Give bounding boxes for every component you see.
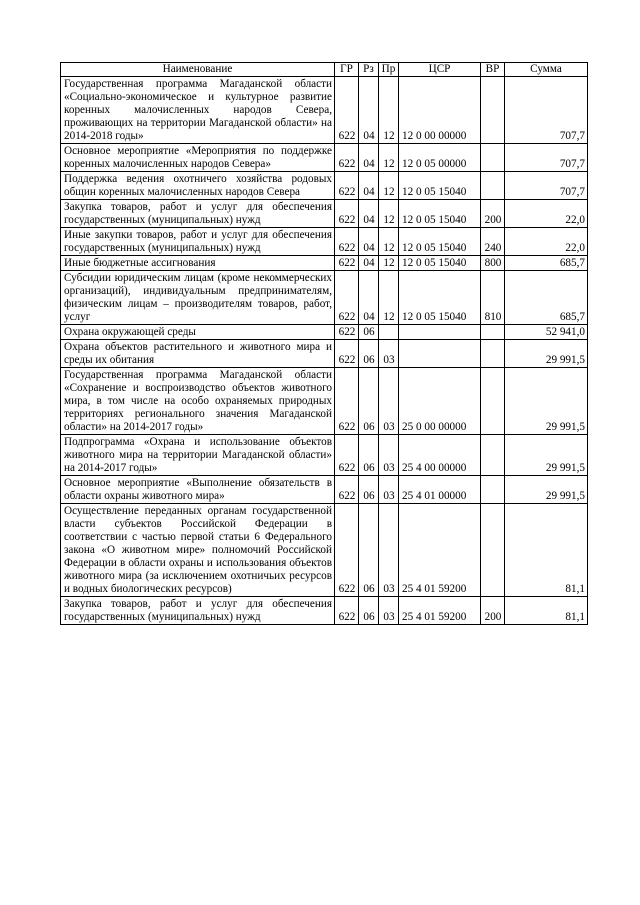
- cell-rz: 04: [359, 77, 379, 144]
- header-pr: Пр: [379, 63, 399, 77]
- cell-pr: 03: [379, 435, 399, 476]
- cell-name: Закупка товаров, работ и услуг для обеспечения государственных (муниципальных) нужд: [61, 597, 335, 625]
- cell-sum: 685,7: [505, 271, 588, 325]
- cell-vr: [481, 476, 505, 504]
- cell-pr: 12: [379, 256, 399, 271]
- cell-vr: [481, 368, 505, 435]
- cell-pr: 12: [379, 172, 399, 200]
- cell-rz: 04: [359, 271, 379, 325]
- cell-csr: [399, 325, 481, 340]
- cell-vr: 200: [481, 200, 505, 228]
- cell-gr: 622: [335, 172, 359, 200]
- cell-sum: 22,0: [505, 200, 588, 228]
- cell-vr: 240: [481, 228, 505, 256]
- cell-csr: 12 0 05 15040: [399, 271, 481, 325]
- table-row: [61, 228, 588, 256]
- cell-gr: 622: [335, 476, 359, 504]
- cell-gr: 622: [335, 256, 359, 271]
- cell-vr: [481, 325, 505, 340]
- cell-name: Охрана объектов растительного и животного мира и среды их обитания: [61, 340, 335, 368]
- cell-vr: [481, 144, 505, 172]
- cell-pr: 12: [379, 77, 399, 144]
- cell-sum: 81,1: [505, 504, 588, 597]
- cell-sum: 81,1: [505, 597, 588, 625]
- cell-pr: 03: [379, 368, 399, 435]
- cell-sum: 29 991,5: [505, 435, 588, 476]
- cell-sum: 707,7: [505, 144, 588, 172]
- cell-csr: [399, 340, 481, 368]
- cell-sum: 29 991,5: [505, 368, 588, 435]
- cell-csr: 12 0 05 15040: [399, 256, 481, 271]
- cell-name: Осуществление переданных органам государственной власти субъектов Российской Федерации в соответствии с частью первой статьи 6 Федерального закона «О животном мире» полномочий Российской Федерации в области охраны и использования объектов животного мира (за исключением охотничьих ресурсов и водных биологических ресурсов): [61, 504, 335, 597]
- cell-rz: 04: [359, 172, 379, 200]
- cell-csr: 12 0 05 15040: [399, 228, 481, 256]
- cell-csr: 25 4 01 59200: [399, 504, 481, 597]
- header-vr: ВР: [481, 63, 505, 77]
- cell-pr: [379, 325, 399, 340]
- cell-rz: 06: [359, 504, 379, 597]
- cell-rz: 06: [359, 340, 379, 368]
- table-row: [61, 368, 588, 435]
- cell-gr: 622: [335, 200, 359, 228]
- table-row: [61, 144, 588, 172]
- cell-pr: 12: [379, 271, 399, 325]
- cell-name: Субсидии юридическим лицам (кроме некоммерческих организаций), индивидуальным предпринимателям, физическим лицам – производителям товаров, работ, услуг: [61, 271, 335, 325]
- table-row: [61, 271, 588, 325]
- cell-csr: 12 0 05 00000: [399, 144, 481, 172]
- cell-vr: 800: [481, 256, 505, 271]
- cell-csr: 12 0 05 15040: [399, 200, 481, 228]
- cell-pr: 12: [379, 200, 399, 228]
- cell-pr: 03: [379, 340, 399, 368]
- cell-name: Охрана окружающей среды: [61, 325, 335, 340]
- cell-rz: 06: [359, 435, 379, 476]
- budget-table: [60, 62, 588, 625]
- cell-name: Государственная программа Магаданской области «Социально-экономическое и культурное развитие коренных малочисленных народов Севера, проживающих на территории Магаданской области» на 2014-2018 годы»: [61, 77, 335, 144]
- cell-csr: 12 0 00 00000: [399, 77, 481, 144]
- cell-gr: 622: [335, 144, 359, 172]
- cell-rz: 06: [359, 368, 379, 435]
- cell-name: Основное мероприятие «Мероприятия по поддержке коренных малочисленных народов Севера»: [61, 144, 335, 172]
- cell-rz: 06: [359, 325, 379, 340]
- table-row: [61, 172, 588, 200]
- cell-pr: 03: [379, 476, 399, 504]
- cell-name: Основное мероприятие «Выполнение обязательств в области охраны животного мира»: [61, 476, 335, 504]
- cell-pr: 12: [379, 228, 399, 256]
- cell-name: Иные закупки товаров, работ и услуг для обеспечения государственных (муниципальных) нужд: [61, 228, 335, 256]
- cell-gr: 622: [335, 325, 359, 340]
- cell-rz: 04: [359, 228, 379, 256]
- cell-csr: 25 4 01 59200: [399, 597, 481, 625]
- header-sum: Сумма: [505, 63, 588, 77]
- cell-pr: 12: [379, 144, 399, 172]
- table-row: [61, 435, 588, 476]
- header-rz: Рз: [359, 63, 379, 77]
- cell-vr: [481, 435, 505, 476]
- cell-gr: 622: [335, 368, 359, 435]
- cell-sum: 707,7: [505, 77, 588, 144]
- cell-name: Подпрограмма «Охрана и использование объектов животного мира на территории Магаданской области» на 2014-2017 годы»: [61, 435, 335, 476]
- cell-pr: 03: [379, 597, 399, 625]
- cell-gr: 622: [335, 271, 359, 325]
- table-row: [61, 77, 588, 144]
- cell-pr: 03: [379, 504, 399, 597]
- cell-name: Иные бюджетные ассигнования: [61, 256, 335, 271]
- cell-rz: 04: [359, 144, 379, 172]
- cell-rz: 04: [359, 200, 379, 228]
- cell-rz: 06: [359, 476, 379, 504]
- header-csr: ЦСР: [399, 63, 481, 77]
- header-gr: ГР: [335, 63, 359, 77]
- cell-gr: 622: [335, 228, 359, 256]
- cell-vr: [481, 77, 505, 144]
- table-row: [61, 476, 588, 504]
- cell-vr: [481, 340, 505, 368]
- cell-vr: 200: [481, 597, 505, 625]
- cell-rz: 06: [359, 597, 379, 625]
- table-row: [61, 256, 588, 271]
- table-row: [61, 200, 588, 228]
- cell-gr: 622: [335, 597, 359, 625]
- cell-vr: [481, 172, 505, 200]
- cell-name: Закупка товаров, работ и услуг для обеспечения государственных (муниципальных) нужд: [61, 200, 335, 228]
- table-row: [61, 340, 588, 368]
- cell-gr: 622: [335, 504, 359, 597]
- cell-sum: 29 991,5: [505, 476, 588, 504]
- cell-sum: 52 941,0: [505, 325, 588, 340]
- table-body: [61, 77, 588, 625]
- table-row: [61, 504, 588, 597]
- cell-sum: 22,0: [505, 228, 588, 256]
- cell-name: Поддержка ведения охотничего хозяйства родовых общин коренных малочисленных народов Севера: [61, 172, 335, 200]
- table-row: [61, 597, 588, 625]
- header-name: Наименование: [61, 63, 335, 77]
- cell-csr: 25 0 00 00000: [399, 368, 481, 435]
- cell-sum: 685,7: [505, 256, 588, 271]
- cell-vr: [481, 504, 505, 597]
- cell-gr: 622: [335, 435, 359, 476]
- cell-rz: 04: [359, 256, 379, 271]
- cell-name: Государственная программа Магаданской области «Сохранение и воспроизводство объектов животного мира, в том числе на особо охраняемых природных территориях регионального значения Магаданской области» на 2014-2017 годы»: [61, 368, 335, 435]
- cell-csr: 25 4 01 00000: [399, 476, 481, 504]
- table-row: [61, 325, 588, 340]
- cell-sum: 707,7: [505, 172, 588, 200]
- cell-csr: 25 4 00 00000: [399, 435, 481, 476]
- table-header-row: [61, 63, 588, 77]
- cell-csr: 12 0 05 15040: [399, 172, 481, 200]
- cell-vr: 810: [481, 271, 505, 325]
- cell-gr: 622: [335, 77, 359, 144]
- cell-gr: 622: [335, 340, 359, 368]
- cell-sum: 29 991,5: [505, 340, 588, 368]
